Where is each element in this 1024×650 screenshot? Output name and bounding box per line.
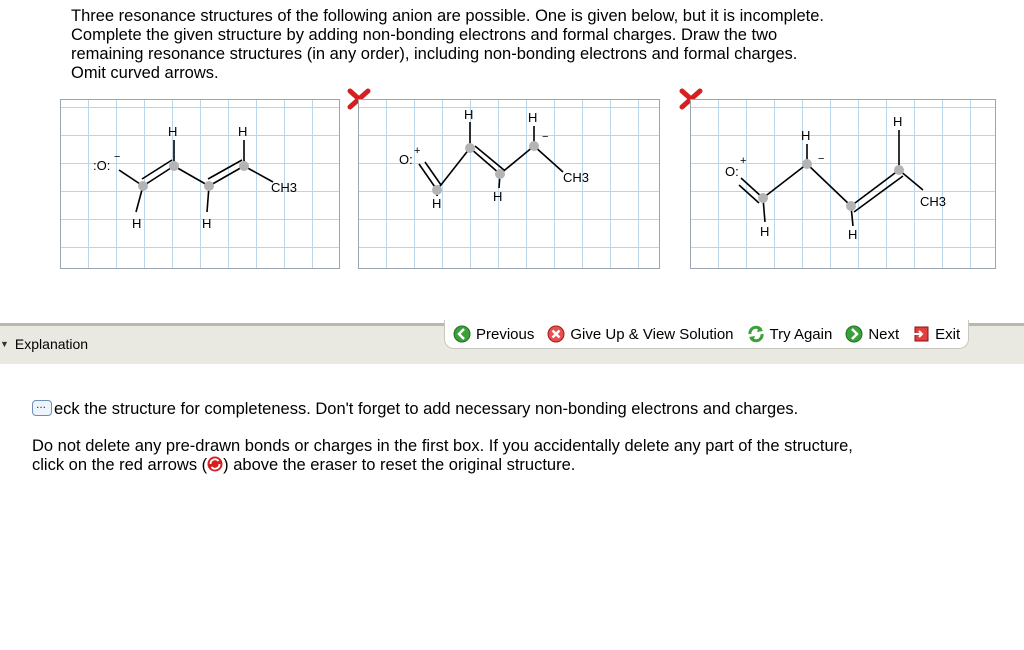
bond <box>437 148 470 190</box>
h-label: H <box>801 128 811 143</box>
feedback-line-2: Do not delete any pre-drawn bonds or charges in the first box. If you accidentally delete any part of the structure, <box>32 437 853 455</box>
next-label: Next <box>868 325 900 343</box>
drawing-panel-1[interactable] <box>60 99 340 269</box>
oxygen-label: O: <box>399 152 413 167</box>
navigation-bar <box>0 323 1024 364</box>
bond <box>854 176 903 212</box>
h-label: H <box>132 216 142 231</box>
exit-door-icon <box>912 325 930 343</box>
feedback-line-3-pre: click on the red arrows ( <box>32 456 208 474</box>
h-label: H <box>168 124 178 139</box>
h-label: H <box>202 216 212 231</box>
h-label: H <box>464 107 474 122</box>
feedback-paragraph-2 <box>32 437 992 475</box>
question-line-2: Complete the given structure by adding non-bonding electrons and formal charges. Draw the two <box>71 26 778 44</box>
explanation-label: Explanation <box>14 336 89 352</box>
carbon-node <box>846 201 856 211</box>
bond <box>763 164 807 198</box>
structure-1 <box>61 100 339 268</box>
explanation-toggle[interactable] <box>0 336 88 352</box>
h-label: H <box>528 110 538 125</box>
structure-2 <box>359 100 659 268</box>
structure-3 <box>691 100 995 268</box>
carbon-charge: − <box>818 153 825 165</box>
give-up-icon <box>547 325 565 343</box>
next-button[interactable] <box>845 325 899 343</box>
carbon-node <box>802 159 812 169</box>
carbon-node <box>758 193 768 203</box>
h-label: H <box>432 196 442 211</box>
arrow-left-icon <box>453 325 471 343</box>
ch3-label: CH3 <box>271 180 298 195</box>
h-label: H <box>760 224 770 239</box>
refresh-icon <box>747 325 765 343</box>
give-up-button[interactable] <box>547 325 733 343</box>
chat-bubble-icon <box>32 400 52 416</box>
carbon-node <box>495 169 505 179</box>
arrow-right-icon <box>845 325 863 343</box>
oxygen-label: :O: <box>93 158 111 173</box>
question-line-4: Omit curved arrows. <box>71 64 219 82</box>
oxygen-charge: + <box>740 155 747 167</box>
question-text <box>71 7 971 83</box>
feedback-message <box>32 400 992 493</box>
h-label: H <box>893 114 903 129</box>
bond <box>807 164 851 206</box>
nav-buttons <box>444 320 969 349</box>
exit-label: Exit <box>935 325 961 343</box>
carbon-node <box>465 143 475 153</box>
previous-button[interactable] <box>453 325 534 343</box>
try-again-button[interactable] <box>747 325 833 343</box>
h-label: H <box>848 227 858 242</box>
expand-triangle-icon: ▼ <box>0 339 9 349</box>
exit-button[interactable] <box>912 325 960 343</box>
bond <box>851 170 899 206</box>
question-line-1: Three resonance structures of the following anion are possible. One is given below, but it is incomplete. <box>71 7 824 25</box>
feedback-line-3-post: ) above the eraser to reset the original structure. <box>223 456 576 474</box>
h-label: H <box>493 189 503 204</box>
reset-arrows-icon <box>207 456 223 472</box>
carbon-node <box>529 141 539 151</box>
drawing-panel-3[interactable] <box>690 99 996 269</box>
feedback-line-1-text: eck the structure for completeness. Don't forget to add necessary non-bonding electrons and charges. <box>54 400 799 418</box>
bond <box>475 146 504 170</box>
bond <box>425 162 441 185</box>
feedback-line-1 <box>32 400 992 419</box>
drawing-panel-2[interactable] <box>358 99 660 269</box>
carbon-node <box>432 185 442 195</box>
ch3-label: CH3 <box>920 194 947 209</box>
previous-label: Previous <box>476 325 535 343</box>
bond <box>534 146 563 172</box>
oxygen-charge: + <box>414 145 421 157</box>
carbon-node <box>169 161 179 171</box>
give-up-label: Give Up & View Solution <box>570 325 734 343</box>
ch3-label: CH3 <box>563 170 590 185</box>
bond <box>500 146 534 174</box>
bond <box>470 148 500 174</box>
bond <box>739 185 759 203</box>
carbon-node <box>138 181 148 191</box>
carbon-node <box>239 161 249 171</box>
carbon-node <box>894 165 904 175</box>
bond <box>174 166 209 186</box>
oxygen-charge: − <box>114 151 121 163</box>
oxygen-label: O: <box>725 164 739 179</box>
try-again-label: Try Again <box>769 325 833 343</box>
carbon-node <box>204 181 214 191</box>
question-line-3: remaining resonance structures (in any order), including non-bonding electrons and formal charges. <box>71 45 798 63</box>
carbon-charge: − <box>542 131 549 143</box>
h-label: H <box>238 124 248 139</box>
